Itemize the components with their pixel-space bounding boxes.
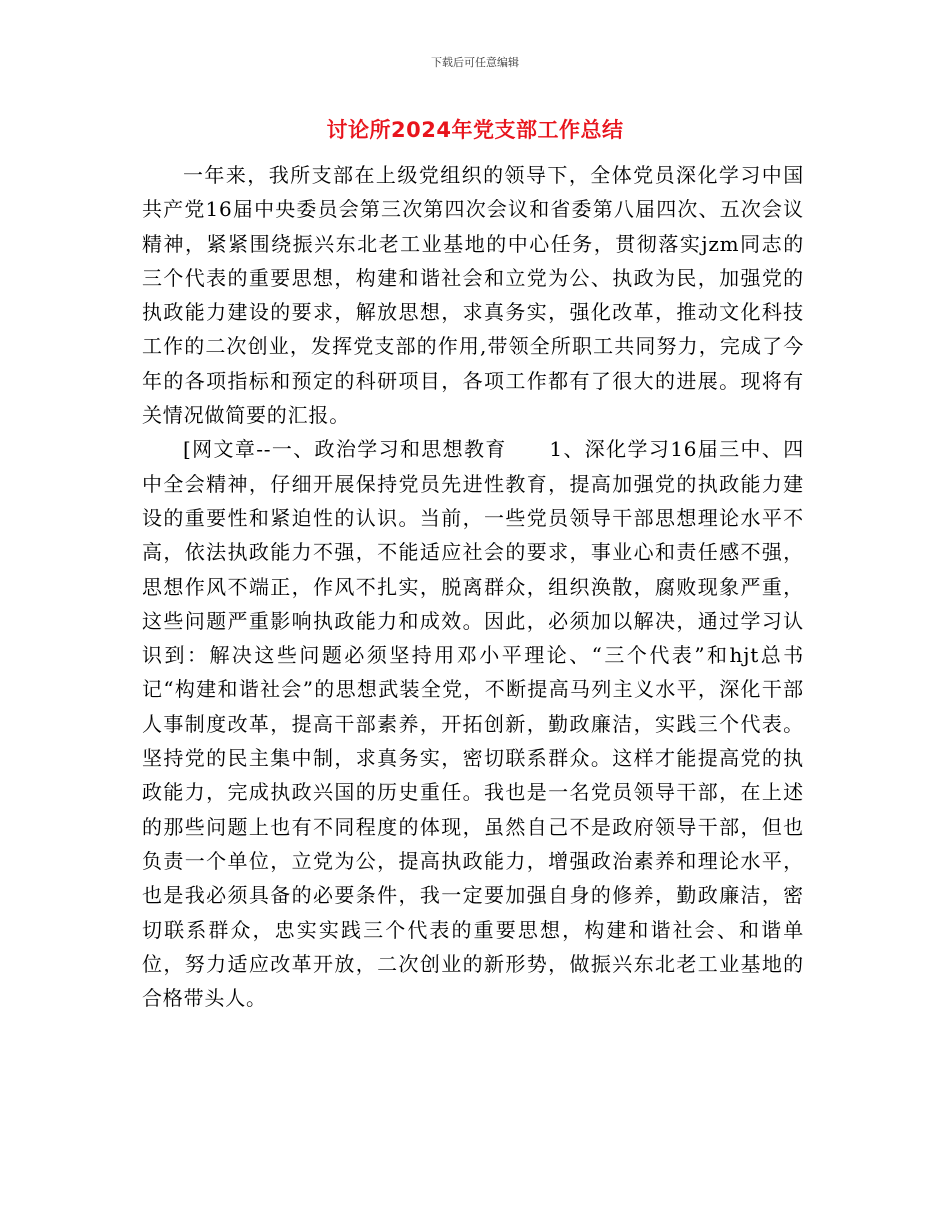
paragraph-political-study: [网文章--一、政治学习和思想教育 1、深化学习16届三中、四中全会精神，仔细开展保持党员先进性教育，提高加强党的执政能力建设的重要性和紧迫性的认识。当前，一些党员领导干部思想理论水平不高，依法执政能力不强，不能适应社会的要求，事业心和责任感不强，思想作风不端正，作风不扎实，脱离群众，组织涣散，腐败现象严重，这些问题严重影响执政能力和成效。因此，必须加以解决，通过学习认识到：解决这些问题必须坚持用邓小平理论、“三个代表”和hjt总书记“构建和谐社会”的思想武装全党，不断提高马列主义水平，深化干部人事制度改革，提高干部素养，开拓创新，勤政廉洁，实践三个代表。坚持党的民主集中制，求真务实，密切联系群众。这样才能提高党的执政能力，完成执政兴国的历史重任。我也是一名党员领导干部，在上述的那些问题上也有不同程度的体现，虽然自己不是政府领导干部，但也负责一个单位，立党为公，提高执政能力，增强政治素养和理论水平，也是我必须具备的必要条件，我一定要加强自身的修养，勤政廉洁，密切联系群众，忠实实践三个代表的重要思想，构建和谐社会、和谐单位，努力适应改革开放，二次创业的新形势，做振兴东北老工业基地的合格带头人。 [142,437,804,1011]
header-note: 下载后可任意编辑 [431,56,519,69]
paragraph-intro: 一年来，我所支部在上级党组织的领导下，全体党员深化学习中国共产党16届中央委员会第三次第四次会议和省委第八届四次、五次会议精神，紧紧围绕振兴东北老工业基地的中心任务，贯彻落实jzm同志的三个代表的重要思想，构建和谐社会和立党为公、执政为民，加强党的执政能力建设的要求，解放思想，求真务实，强化改革，推动文化科技工作的二次创业，发挥党支部的作用,带领全所职工共同努力，完成了今年的各项指标和预定的科研项目，各项工作都有了很大的进展。现将有关情况做简要的汇报。 [142,163,804,428]
document-title: 讨论所2024年党支部工作总结 [326,118,624,142]
document-body [142,158,804,1015]
